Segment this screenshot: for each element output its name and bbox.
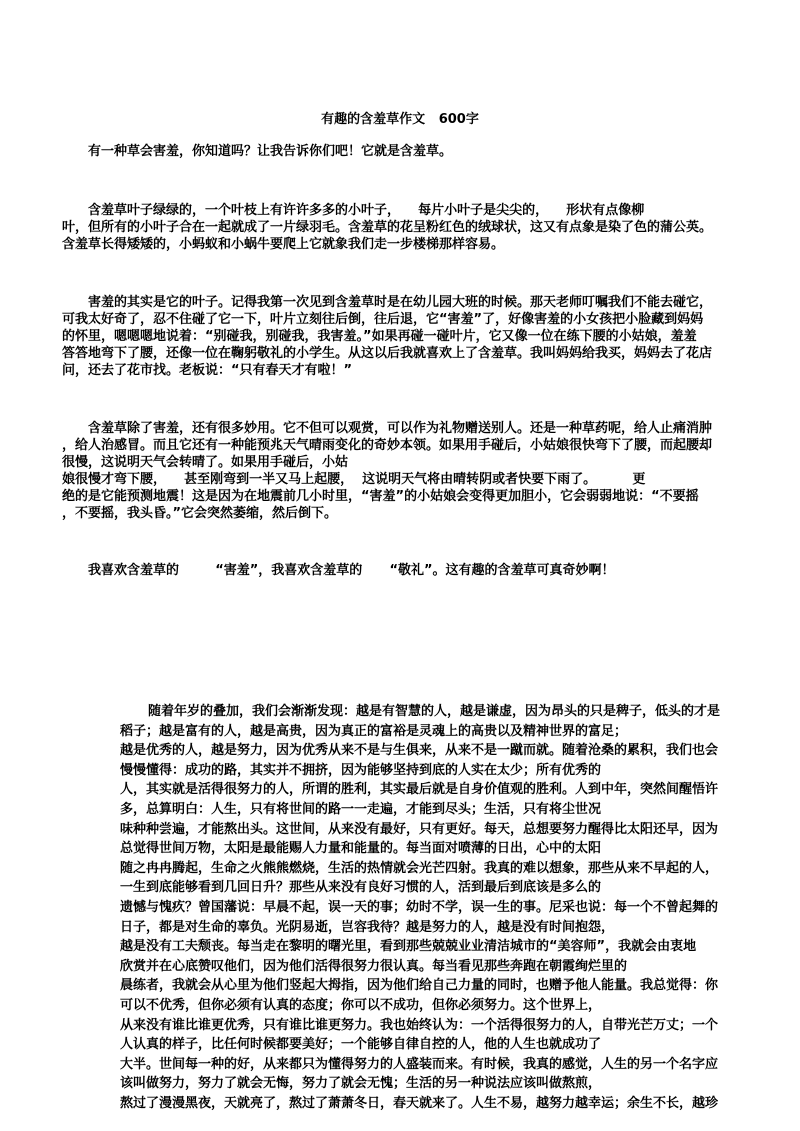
text-line: 我喜欢含羞草的 “害羞”，我喜欢含羞草的 “敬礼”。这有趣的含羞草可真奇妙啊！ <box>88 563 615 578</box>
text-line: 随之冉冉腾起，生命之火熊熊燃烧，生活的热情就会光芒四射。我真的难以想象，那些从来不早起的人， <box>120 860 719 876</box>
text-line: 答答地弯下了腰，还像一位在鞠躬敬礼的小学生。从这以后我就喜欢上了含羞草。我叫妈妈给我买，妈妈去了花店 <box>62 346 713 361</box>
text-line: 人认真的样子，比任何时候都要美好；一个能够自律自控的人，他的人生也就成功了 <box>120 1037 602 1053</box>
text-line: 人，其实就是活得很努力的人，所谓的胜利，其实最后就是自身价值观的胜利。人到中年，突然间醒悟许 <box>120 782 719 798</box>
text-line: 有一种草会害羞，你知道吗？让我告诉你们吧！它就是含羞草。 <box>88 144 453 159</box>
text-line: 味种种尝遍，才能熬出头。这世间，从来没有最好，只有更好。每天，总想要努力醒得比太阳还早，因为 <box>120 821 719 837</box>
text-line: 越是没有工夫颓丧。每当走在黎明的曙光里，看到那些兢兢业业清洁城市的“美容师”，我就会由衷地 <box>120 939 697 955</box>
text-line: 欣赏并在心底赞叹他们，因为他们活得很努力很认真。每当看见那些奔跑在朝霞绚烂里的 <box>120 958 628 974</box>
text-line: 熬过了漫漫黑夜，天就亮了，熬过了萧萧冬日，春天就来了。人生不易，越努力越幸运；余生不长，越珍 <box>120 1096 719 1111</box>
text-line: 多，总算明白：人生，只有将世间的路一一走遍，才能到尽头；生活，只有将尘世况 <box>120 802 602 817</box>
text-line: 可以不优秀，但你必须有认真的态度；你可以不成功，但你必须努力。这个世界上， <box>120 998 602 1013</box>
text-line: 大半。世间每一种的好，从来都只为懂得努力的人盛装而来。有时候，我真的感觉，人生的另一个名字应 <box>120 1056 719 1072</box>
text-line: 可我太好奇了，忍不住碰了它一下，叶片立刻往后倒，往后退，它“害羞”了，好像害羞的小女孩把小脸藏到妈妈 <box>62 312 704 327</box>
text-line: 含羞草长得矮矮的，小蚂蚁和小蜗牛要爬上它就象我们走一步楼梯那样容易。 <box>62 237 505 252</box>
text-line: 稻子；越是富有的人，越是高贵，因为真正的富裕是灵魂上的高贵以及精神世界的富足； <box>120 723 628 739</box>
text-line: 该叫做努力，努力了就会无悔，努力了就会无愧；生活的另一种说法应该叫做熬煎， <box>120 1076 602 1092</box>
text-line: 晨练者，我就会从心里为他们竖起大拇指，因为他们给自己力量的同时，也赠予他人能量。我总觉得：你 <box>120 978 719 994</box>
text-line: 害羞的其实是它的叶子。记得我第一次见到含羞草时是在幼儿园大班的时候。那天老师叮嘱我们不能去碰它， <box>88 295 713 310</box>
text-line: 遗憾与愧疚？曾国藩说：早晨不起，误一天的事；幼时不学，误一生的事。尼采也说：每一个不曾起舞的 <box>120 900 719 915</box>
text-line: 总觉得世间万物，太阳是最能赐人力量和能量的。每当面对喷薄的日出，心中的太阳 <box>120 841 602 857</box>
page-title: 有趣的含羞草作文 600字 <box>321 112 479 127</box>
text-line: 慢慢懂得：成功的路，其实并不拥挤，因为能够坚持到底的人实在太少；所有优秀的 <box>120 762 602 778</box>
text-line: 娘很慢才弯下腰， 甚至刚弯到一半又马上起腰， 这说明天气将由晴转阴或者快要下雨了。 更 <box>62 472 646 487</box>
text-line: 日子，都是对生命的辜负。光阴易逝，岂容我待？越是努力的人，越是没有时间抱怨， <box>120 919 615 935</box>
text-line: 绝的是它能预测地震！这是因为在地震前几小时里，“害羞”的小姑娘会变得更加胆小，它会弱弱地说：“不要摇 <box>62 489 699 504</box>
text-line: 的怀里，嗯嗯嗯地说着：“别碰我，别碰我，我害羞。”如果再碰一碰叶片，它又像一位在练下腰的小姑娘，羞羞 <box>62 329 697 344</box>
text-line: 随着年岁的叠加，我们会渐渐发现：越是有智慧的人，越是谦虚，因为昂头的只是稗子，低头的才是 <box>148 704 721 719</box>
text-line: 一生到底能够看到几回日升？那些从来没有良好习惯的人，活到最后到底该是多么的 <box>120 880 602 896</box>
text-line: ，不要摇，我头昏。”它会突然萎缩，然后倒下。 <box>62 506 338 521</box>
text-line: ，给人治感冒。而且它还有一种能预兆天气晴雨变化的奇妙本领。如果用手碰后，小姑娘很快弯下了腰，而起腰却 <box>62 438 713 453</box>
text-line: 很慢，这说明天气会转晴了。如果用手碰后，小姑 <box>62 455 349 470</box>
text-line: 叶，但所有的小叶子合在一起就成了一片绿羽毛。含羞草的花呈粉红色的绒球状，这又有点象是染了色的蒲公英。 <box>62 220 713 235</box>
text-line: 从来没有谁比谁更优秀，只有谁比谁更努力。我也始终认为：一个活得很努力的人，自带光芒万丈；一个 <box>120 1017 719 1033</box>
text-line: 问，还去了花市找。老板说：“只有春天才有啦！” <box>62 363 353 378</box>
text-line: 越是优秀的人，越是努力，因为优秀从来不是与生俱来，从来不是一蹴而就。随着沧桑的累积，我们也会 <box>120 743 719 759</box>
text-line: 含羞草除了害羞，还有很多妙用。它不但可以观赏，可以作为礼物赠送别人。还是一种草药呢，给人止痛消肿 <box>88 421 713 436</box>
text-line: 含羞草叶子绿绿的，一个叶枝上有许许多多的小叶子， 每片小叶子是尖尖的， 形状有点像柳 <box>88 203 645 218</box>
